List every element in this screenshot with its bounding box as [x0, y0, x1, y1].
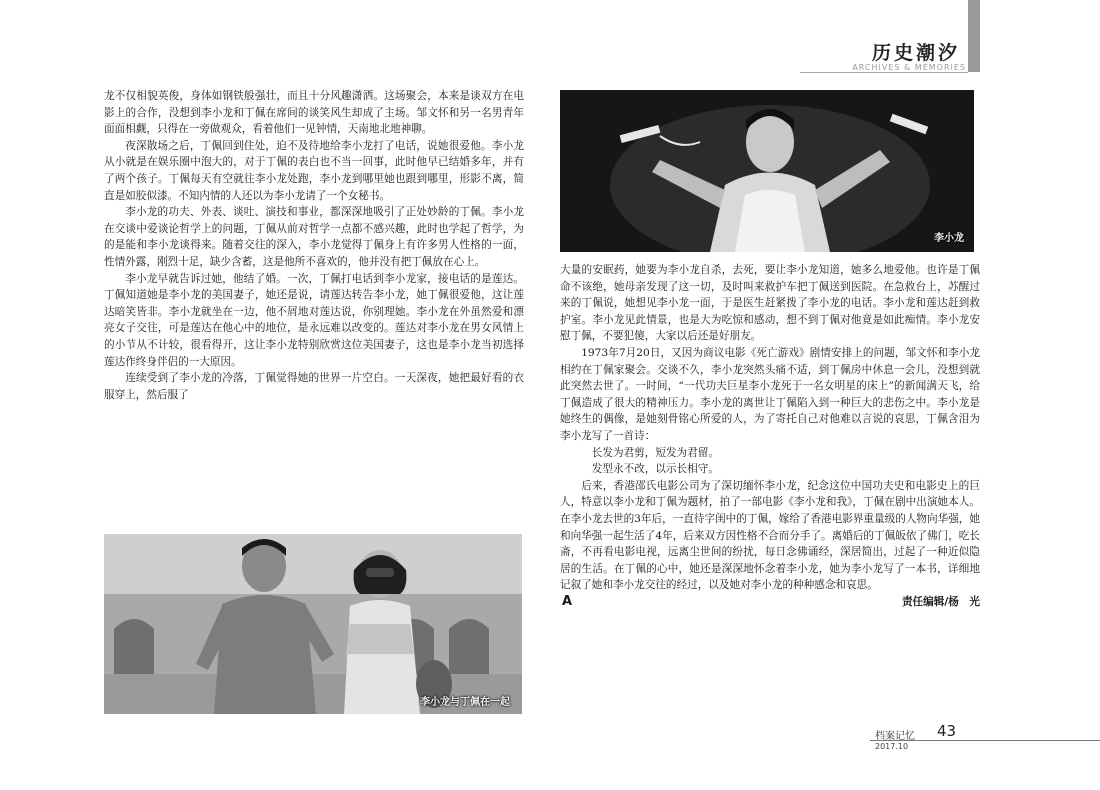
header-rule — [800, 72, 968, 73]
article-right-column — [560, 262, 980, 610]
footer-rule — [870, 740, 1100, 741]
poem-line: 长发为君剪，短发为君留。 — [591, 446, 719, 459]
photo-illustration-two — [104, 534, 522, 714]
paragraph: 李小龙的功夫、外表、谈吐、演技和事业，都深深地吸引了正处妙龄的丁佩。李小龙在交谈中爱谈论哲学上的问题，丁佩从前对哲学一点都不感兴趣，此时也学起了哲学，为的是能和李小龙谈得来。随着交往的深入，李小龙觉得丁佩身上有许多男人性格的一面，性情外露，刚烈十足，缺少含蓄，这是他所不喜欢的，他并没有把丁佩放在心上。 — [104, 206, 524, 268]
section-title: 历史潮汐 — [871, 42, 960, 64]
paragraph: 大量的安眠药，她要为李小龙自杀，去死，要让李小龙知道，她多么地爱他。也许是丁佩命不该绝，她母亲发现了这一切，及时叫来救护车把丁佩送到医院。在急救台上，苏醒过来的丁佩说，她想见李小龙一面，于是医生赶紧拨了李小龙的电话。李小龙和莲达赶到救护室。李小龙见此情景，也是大为吃惊和感动，想不到丁佩对他竟是如此痴情。李小龙安慰丁佩，不要犯傻，大家以后还是好朋友。 — [560, 264, 980, 343]
paragraph: 夜深散场之后，丁佩回到住处，迫不及待地给李小龙打了电话，说她很爱他。李小龙从小就是在娱乐圈中泡大的，对于丁佩的表白也不当一回事，此时他早已结婚多年，并有了两个孩子。丁佩每天有空就往李小龙处跑，李小龙到哪里她也跟到哪里，形影不离，简直是如胶似漆。不知内情的人还以为李小龙请了一个女秘书。 — [104, 139, 524, 202]
photo-bruce-lee-with-ding-pei — [104, 534, 522, 714]
end-of-article-mark: A — [562, 593, 573, 609]
section-subtitle: ARCHIVES & MEMORIES — [852, 63, 966, 72]
photo-caption-top: 李小龙 — [934, 233, 964, 244]
article-left-column — [104, 88, 524, 403]
photo-illustration — [560, 90, 974, 252]
editor-credit-line — [560, 594, 980, 611]
page-number: 43 — [937, 722, 957, 740]
paragraph: 龙不仅相貌英俊，身体如钢铁般强壮，而且十分风趣潇洒。这场聚会，本来是谈双方在电影上的合作，没想到李小龙和丁佩在席间的谈笑风生却成了主场。邹文怀和另一名男青年面面相觑，只得在一旁做观众，看着他们一见钟情，天南地北地神聊。 — [104, 90, 524, 136]
paragraph: 后来，香港邵氏电影公司为了深切缅怀李小龙，纪念这位中国功夫史和电影史上的巨人，特意以李小龙和丁佩为题材，拍了一部电影《李小龙和我》，丁佩在剧中出演她本人。在李小龙去世的3年后，一直待字闺中的丁佩，嫁给了香港电影界重量级的人物向华强，她和向华强一起生活了4年，后来双方因性格不合而分手了。离婚后的丁佩皈依了佛门，吃长斋，不再看电影电视，远离尘世间的纷扰，每日念佛诵经，深居简出，过起了一种近似隐居的生活。在丁佩的心中，她还是深深地怀念着李小龙，她为李小龙写了一本书，详细地记叙了她和李小龙交往的经过，以及她对李小龙的种种感念和哀思。 — [560, 479, 980, 592]
magazine-name: 档案记忆 — [875, 731, 915, 742]
photo-bruce-lee-nunchaku — [560, 90, 974, 252]
poem-line: 发型永不改，以示长相守。 — [591, 463, 719, 476]
editor-credit: 责任编辑/杨 光 — [901, 595, 980, 608]
header-accent-bar — [968, 0, 980, 72]
photo-caption-bottom: 李小龙与丁佩在一起 — [420, 697, 510, 708]
paragraph: 李小龙早就告诉过她，他结了婚。一次，丁佩打电话到李小龙家，接电话的是莲达。丁佩知道她是李小龙的美国妻子，她还是说，请莲达转告李小龙，她丁佩很爱他，这让莲达暗笑皆非。李小龙就坐在一边，他不屑地对莲达说，你别理她。李小龙在外虽然爱和漂亮女子交往，可是莲达在他心中的地位，是永远难以改变的。莲达对李小龙在男女风情上的小节从不计较，很看得开，这让李小龙特别欣赏这位美国妻子，这也是李小龙当初选择莲达作终身伴侣的一大原因。 — [104, 272, 524, 368]
issue-date: 2017.10 — [875, 742, 909, 751]
paragraph: 连续受到了李小龙的冷落，丁佩觉得她的世界一片空白。一天深夜，她把最好看的衣服穿上，然后服了 — [104, 372, 524, 401]
paragraph: 1973年7月20日，又因为商议电影《死亡游戏》剧情安排上的问题，邹文怀和李小龙相约在丁佩家聚会。交谈不久，李小龙突然头痛不适，到丁佩房中休息一会儿，没想到就此突然去世了。一时间，“一代功夫巨星李小龙死于一名女明星的床上”的新闻满天飞，给丁佩造成了很大的精神压力。李小龙的离世让丁佩陷入到一种巨大的悲伤之中。李小龙是她终生的偶像，是她刻骨铭心所爱的人，为了寄托自己对他难以言说的哀思，丁佩含泪为李小龙写了一首诗： — [560, 346, 980, 442]
